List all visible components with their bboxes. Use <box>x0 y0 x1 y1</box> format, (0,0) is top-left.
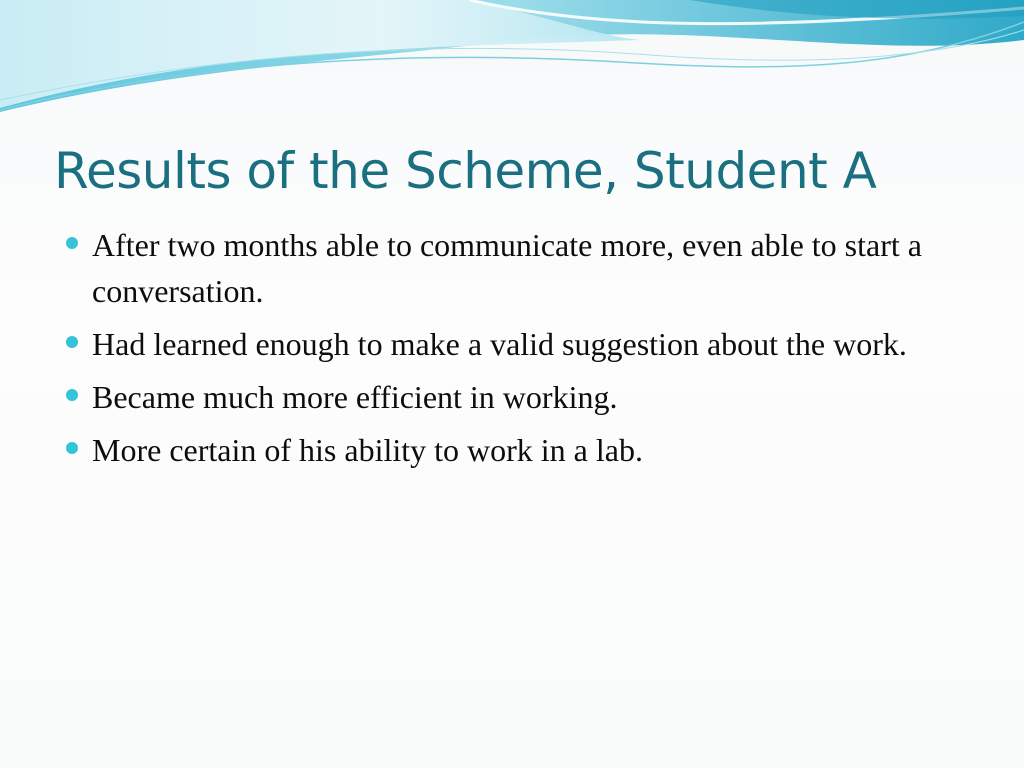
bullet-icon <box>66 237 78 249</box>
bullet-item <box>64 321 964 367</box>
slide-title: Results of the Scheme, Student A <box>54 142 877 200</box>
bullet-icon <box>66 389 78 401</box>
header-wave-decoration <box>0 0 1024 130</box>
bullet-item <box>64 222 964 314</box>
bullet-item <box>64 427 964 473</box>
bullet-item <box>64 374 964 420</box>
bullet-text: After two months able to communicate more, even able to start a conversation. <box>92 227 922 309</box>
bullet-text: More certain of his ability to work in a lab. <box>92 432 643 468</box>
bullet-icon <box>66 336 78 348</box>
bullet-text: Became much more efficient in working. <box>92 379 618 415</box>
bullet-list <box>64 222 964 480</box>
bullet-icon <box>66 442 78 454</box>
bullet-text: Had learned enough to make a valid suggestion about the work. <box>92 326 907 362</box>
